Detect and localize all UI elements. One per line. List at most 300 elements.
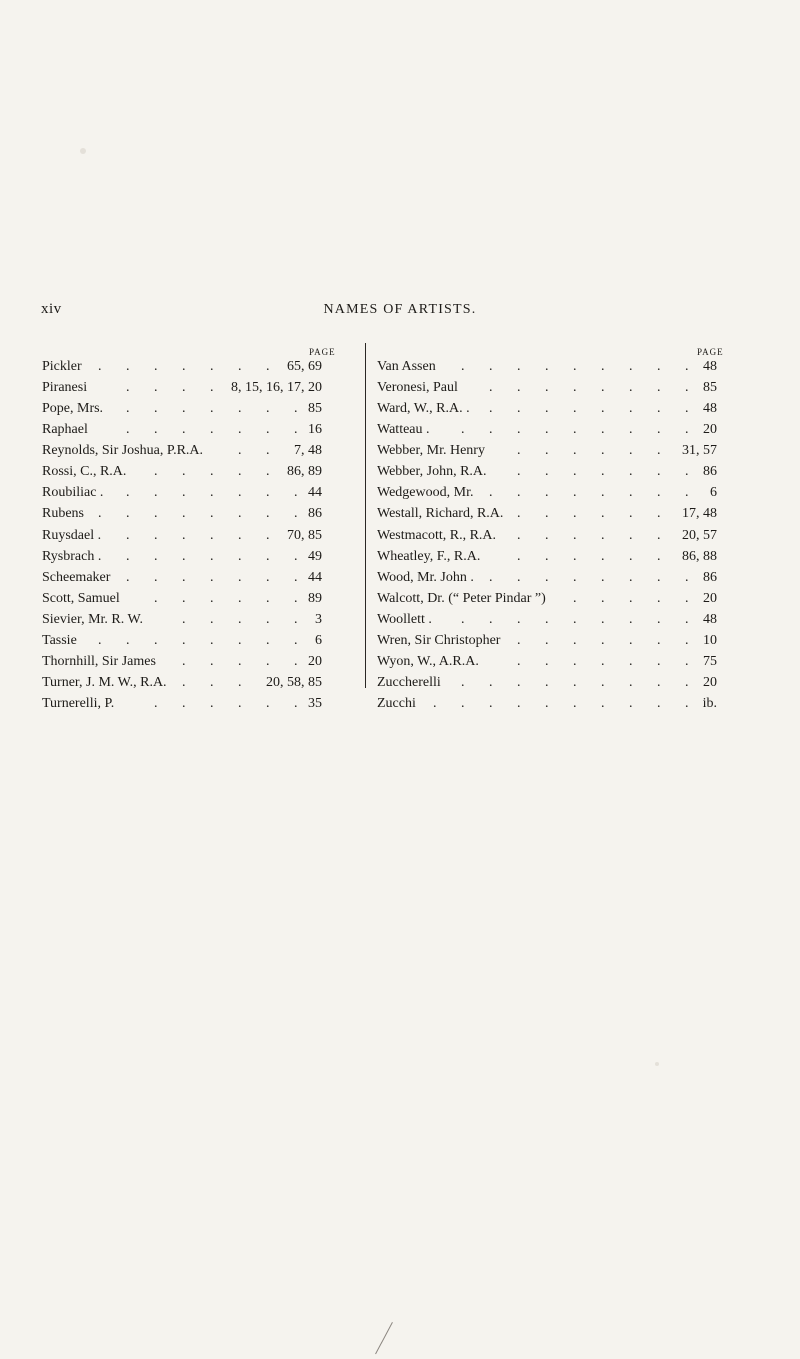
leader-dot: . [517, 443, 521, 459]
index-entry [377, 570, 717, 591]
index-entry [377, 654, 717, 675]
leader-dot: . [657, 611, 661, 627]
leader-dot: . [210, 506, 214, 522]
leader-dot: . [182, 548, 186, 564]
leader-dot: . [657, 464, 661, 480]
leader-dot: . [182, 696, 186, 711]
artist-name: Tassie [42, 632, 77, 648]
leader-dot: . [517, 653, 521, 669]
page-reference: 75 [703, 653, 717, 669]
leader-dot: . [294, 401, 298, 417]
leader-dot: . [629, 569, 633, 585]
artist-name: Woollett . [377, 611, 432, 627]
leader-dot: . [489, 611, 493, 627]
leader-dot: . [657, 506, 661, 522]
paper-stain [80, 148, 86, 154]
leader-dot: . [545, 696, 549, 711]
page-reference: 48 [703, 401, 717, 417]
leader-dot: . [517, 422, 521, 438]
leader-dot: . [126, 527, 130, 543]
leader-dot: . [238, 653, 242, 669]
leader-dot: . [266, 506, 270, 522]
index-entry [377, 675, 717, 696]
leader-dot: . [657, 653, 661, 669]
page-reference: ib. [702, 696, 717, 711]
leader-dot: . [489, 696, 493, 711]
index-entry [377, 422, 717, 443]
leader-dot: . [294, 611, 298, 627]
leader-dot: . [126, 485, 130, 501]
leader-dot: . [685, 359, 689, 374]
page-reference: 85 [308, 401, 322, 417]
leader-dot: . [266, 569, 270, 585]
page-reference: 20 [703, 590, 717, 606]
leader-dot: . [685, 696, 689, 711]
leader-dot: . [629, 696, 633, 711]
artist-name: Wyon, W., A.R.A. [377, 653, 479, 669]
page-reference: 35 [308, 696, 322, 711]
leader-dot: . [573, 548, 577, 564]
leader-dot: . [601, 653, 605, 669]
leader-dot: . [657, 485, 661, 501]
index-entry [377, 464, 717, 485]
artist-name: Ward, W., R.A. . [377, 401, 470, 417]
leader-dot: . [657, 632, 661, 648]
index-entry [42, 570, 322, 591]
page-reference: 6 [710, 485, 717, 501]
leader-dot: . [629, 527, 633, 543]
page-reference: 85 [703, 380, 717, 396]
leader-dot: . [266, 464, 270, 480]
index-entry [377, 696, 717, 717]
leader-dot: . [629, 443, 633, 459]
index-entry [42, 549, 322, 570]
leader-dot: . [601, 380, 605, 396]
artist-name: Sievier, Mr. R. W. [42, 611, 143, 627]
index-entry [42, 528, 322, 549]
leader-dot: . [182, 401, 186, 417]
index-entry [377, 485, 717, 506]
page-reference: 20, 57 [682, 527, 717, 543]
leader-dot: . [573, 401, 577, 417]
leader-dot: . [210, 527, 214, 543]
index-entry [42, 612, 322, 633]
leader-dot: . [210, 590, 214, 606]
leader-dot: . [126, 569, 130, 585]
leader-dot: . [210, 611, 214, 627]
leader-dot: . [685, 653, 689, 669]
leader-dot: . [657, 590, 661, 606]
leader-dot: . [294, 548, 298, 564]
leader-dot: . [685, 674, 689, 690]
leader-dot: . [517, 359, 521, 374]
leader-dot: . [601, 401, 605, 417]
leader-dot: . [238, 590, 242, 606]
artist-name: Westall, Richard, R.A. [377, 506, 504, 522]
leader-dot: . [126, 401, 130, 417]
artist-name: Veronesi, Paul [377, 380, 458, 396]
leader-dot: . [629, 653, 633, 669]
leader-dot: . [517, 527, 521, 543]
page-reference: 20 [703, 422, 717, 438]
leader-dot: . [154, 590, 158, 606]
artist-name: Wren, Sir Christopher [377, 632, 501, 648]
leader-dot: . [238, 527, 242, 543]
leader-dot: . [629, 464, 633, 480]
leader-dot: . [657, 443, 661, 459]
index-entry [377, 591, 717, 612]
leader-dot: . [182, 359, 186, 374]
index-entry [42, 443, 322, 464]
leader-dot: . [182, 632, 186, 648]
artist-name: Turner, J. M. W., R.A. [42, 674, 167, 690]
leader-dot: . [601, 527, 605, 543]
leader-dot: . [629, 401, 633, 417]
leader-dot: . [238, 359, 242, 374]
leader-dot: . [266, 443, 270, 459]
leader-dot: . [126, 632, 130, 648]
leader-dot: . [545, 359, 549, 374]
leader-dot: . [573, 485, 577, 501]
leader-dot: . [573, 632, 577, 648]
leader-dot: . [210, 380, 214, 396]
leader-dot: . [266, 401, 270, 417]
leader-dot: . [657, 380, 661, 396]
leader-dot: . [210, 464, 214, 480]
leader-dot: . [685, 380, 689, 396]
index-entry [42, 485, 322, 506]
leader-dot: . [629, 632, 633, 648]
leader-dot: . [685, 590, 689, 606]
leader-dot: . [98, 506, 102, 522]
leader-dot: . [573, 443, 577, 459]
index-entry [377, 633, 717, 654]
leader-dot: . [657, 359, 661, 374]
leader-dot: . [517, 611, 521, 627]
leader-dot: . [238, 696, 242, 711]
index-entry [377, 443, 717, 464]
leader-dot: . [517, 674, 521, 690]
leader-dot: . [685, 485, 689, 501]
leader-dot: . [238, 674, 242, 690]
page-reference: 70, 85 [287, 527, 322, 543]
leader-dot: . [154, 359, 158, 374]
leader-dot: . [657, 674, 661, 690]
leader-dot: . [266, 422, 270, 438]
leader-dot: . [126, 359, 130, 374]
page-reference: 20, 58, 85 [266, 674, 322, 690]
leader-dot: . [601, 422, 605, 438]
leader-dot: . [266, 527, 270, 543]
leader-dot: . [294, 696, 298, 711]
index-entry [42, 380, 322, 401]
leader-dot: . [545, 464, 549, 480]
leader-dot: . [182, 506, 186, 522]
leader-dot: . [461, 611, 465, 627]
leader-dot: . [182, 653, 186, 669]
page-reference: 6 [315, 632, 322, 648]
leader-dot: . [601, 506, 605, 522]
leader-dot: . [154, 464, 158, 480]
artist-name: Wood, Mr. John . [377, 569, 474, 585]
leader-dot: . [629, 611, 633, 627]
leader-dot: . [126, 548, 130, 564]
left-column-page-heading: PAGE [309, 347, 336, 357]
leader-dot: . [629, 422, 633, 438]
artist-name: Pickler [42, 359, 82, 374]
index-entry [42, 654, 322, 675]
leader-dot: . [294, 485, 298, 501]
leader-dot: . [182, 485, 186, 501]
paper-stain [655, 1062, 659, 1066]
leader-dot: . [182, 674, 186, 690]
leader-dot: . [210, 653, 214, 669]
leader-dot: . [154, 548, 158, 564]
leader-dot: . [629, 674, 633, 690]
artist-name: Roubiliac . [42, 485, 104, 501]
artist-name: Westmacott, R., R.A. [377, 527, 497, 543]
leader-dot: . [517, 569, 521, 585]
index-entry [42, 506, 322, 527]
leader-dot: . [573, 569, 577, 585]
leader-dot: . [573, 380, 577, 396]
page-reference: 7, 48 [294, 443, 322, 459]
leader-dot: . [154, 380, 158, 396]
leader-dot: . [545, 569, 549, 585]
leader-dot: . [489, 359, 493, 374]
leader-dot: . [685, 422, 689, 438]
artist-name: Walcott, Dr. (“ Peter Pindar ”) [377, 590, 546, 606]
artist-name: Zucchi [377, 696, 416, 711]
leader-dot: . [182, 611, 186, 627]
leader-dot: . [266, 485, 270, 501]
leader-dot: . [545, 632, 549, 648]
leader-dot: . [489, 569, 493, 585]
leader-dot: . [294, 569, 298, 585]
leader-dot: . [294, 422, 298, 438]
leader-dot: . [489, 674, 493, 690]
column-divider [365, 343, 366, 688]
index-entry [377, 401, 717, 422]
leader-dot: . [266, 632, 270, 648]
leader-dot: . [182, 422, 186, 438]
page-reference: 44 [308, 569, 322, 585]
artist-name: Raphael [42, 422, 88, 438]
index-entry [42, 464, 322, 485]
leader-dot: . [517, 632, 521, 648]
page-reference: 31, 57 [682, 443, 717, 459]
page-title: NAMES OF ARTISTS. [323, 302, 477, 317]
page-reference: 20 [308, 653, 322, 669]
leader-dot: . [238, 632, 242, 648]
leader-dot: . [210, 422, 214, 438]
index-entry [377, 380, 717, 401]
leader-dot: . [266, 359, 270, 374]
leader-dot: . [629, 548, 633, 564]
leader-dot: . [126, 506, 130, 522]
index-entry [377, 359, 717, 380]
leader-dot: . [517, 548, 521, 564]
leader-dot: . [489, 401, 493, 417]
leader-dot: . [545, 527, 549, 543]
page-reference: 17, 48 [682, 506, 717, 522]
artist-name: Van Assen [377, 359, 436, 374]
leader-dot: . [489, 380, 493, 396]
index-entry [377, 549, 717, 570]
leader-dot: . [601, 548, 605, 564]
page-reference: 65, 69 [287, 359, 322, 374]
leader-dot: . [629, 506, 633, 522]
leader-dot: . [629, 380, 633, 396]
artist-name: Scott, Samuel [42, 590, 120, 606]
leader-dot: . [517, 464, 521, 480]
leader-dot: . [98, 632, 102, 648]
leader-dot: . [657, 401, 661, 417]
leader-dot: . [294, 632, 298, 648]
page-reference: 86 [703, 569, 717, 585]
page-reference: 16 [308, 422, 322, 438]
index-entry [377, 506, 717, 527]
leader-dot: . [657, 696, 661, 711]
leader-dot: . [545, 422, 549, 438]
leader-dot: . [601, 464, 605, 480]
leader-dot: . [601, 696, 605, 711]
leader-dot: . [294, 653, 298, 669]
leader-dot: . [601, 590, 605, 606]
leader-dot: . [210, 485, 214, 501]
leader-dot: . [545, 653, 549, 669]
page-number: xiv [41, 301, 62, 317]
artist-name: Rossi, C., R.A. [42, 464, 127, 480]
leader-dot: . [489, 422, 493, 438]
leader-dot: . [238, 443, 242, 459]
leader-dot: . [601, 632, 605, 648]
index-entry [42, 422, 322, 443]
artist-name: Turnerelli, P. [42, 696, 115, 711]
leader-dot: . [238, 464, 242, 480]
index-entry [42, 401, 322, 422]
leader-dot: . [601, 359, 605, 374]
index-entry [42, 359, 322, 380]
leader-dot: . [545, 485, 549, 501]
leader-dot: . [573, 674, 577, 690]
index-entry [42, 675, 322, 696]
leader-dot: . [573, 506, 577, 522]
artist-name: Wheatley, F., R.A. [377, 548, 481, 564]
leader-dot: . [210, 359, 214, 374]
index-entry [377, 528, 717, 549]
leader-dot: . [98, 359, 102, 374]
leader-dot: . [573, 696, 577, 711]
artist-name: Webber, Mr. Henry [377, 443, 485, 459]
leader-dot: . [545, 674, 549, 690]
leader-dot: . [154, 422, 158, 438]
page-reference: 3 [315, 611, 322, 627]
index-entry [42, 633, 322, 654]
leader-dot: . [461, 696, 465, 711]
page-reference: 48 [703, 359, 717, 374]
leader-dot: . [238, 506, 242, 522]
page-reference: 10 [703, 632, 717, 648]
leader-dot: . [685, 632, 689, 648]
pencil-mark [375, 1322, 393, 1354]
artist-name: Rubens [42, 506, 84, 522]
leader-dot: . [545, 506, 549, 522]
leader-dot: . [573, 527, 577, 543]
artist-name: Wedgewood, Mr. [377, 485, 474, 501]
leader-dot: . [545, 380, 549, 396]
index-entry [42, 591, 322, 612]
leader-dot: . [182, 569, 186, 585]
leader-dot: . [517, 485, 521, 501]
leader-dot: . [489, 485, 493, 501]
leader-dot: . [685, 401, 689, 417]
leader-dot: . [601, 443, 605, 459]
page-reference: 86 [703, 464, 717, 480]
leader-dot: . [545, 443, 549, 459]
artist-name: Webber, John, R.A. [377, 464, 487, 480]
leader-dot: . [629, 590, 633, 606]
leader-dot: . [126, 422, 130, 438]
leader-dot: . [238, 401, 242, 417]
page-reference: 49 [308, 548, 322, 564]
leader-dot: . [601, 485, 605, 501]
leader-dot: . [657, 422, 661, 438]
leader-dot: . [154, 569, 158, 585]
leader-dot: . [601, 611, 605, 627]
leader-dot: . [517, 696, 521, 711]
left-index-column [42, 359, 322, 717]
page-reference: 86, 88 [682, 548, 717, 564]
page-reference: 86 [308, 506, 322, 522]
page-reference: 20 [703, 674, 717, 690]
leader-dot: . [154, 696, 158, 711]
index-entry [42, 696, 322, 717]
leader-dot: . [573, 464, 577, 480]
leader-dot: . [657, 527, 661, 543]
right-index-column [377, 359, 717, 717]
leader-dot: . [685, 464, 689, 480]
artist-name: Watteau . [377, 422, 430, 438]
index-entry [377, 612, 717, 633]
leader-dot: . [601, 569, 605, 585]
leader-dot: . [517, 506, 521, 522]
leader-dot: . [210, 696, 214, 711]
leader-dot: . [266, 548, 270, 564]
leader-dot: . [154, 485, 158, 501]
leader-dot: . [294, 590, 298, 606]
leader-dot: . [461, 359, 465, 374]
leader-dot: . [545, 611, 549, 627]
leader-dot: . [433, 696, 437, 711]
leader-dot: . [545, 548, 549, 564]
leader-dot: . [266, 590, 270, 606]
leader-dot: . [461, 674, 465, 690]
leader-dot: . [126, 380, 130, 396]
leader-dot: . [182, 464, 186, 480]
leader-dot: . [461, 422, 465, 438]
leader-dot: . [154, 401, 158, 417]
leader-dot: . [266, 611, 270, 627]
leader-dot: . [210, 569, 214, 585]
leader-dot: . [210, 674, 214, 690]
leader-dot: . [238, 569, 242, 585]
leader-dot: . [685, 611, 689, 627]
leader-dot: . [294, 506, 298, 522]
leader-dot: . [629, 485, 633, 501]
artist-name: Thornhill, Sir James [42, 653, 156, 669]
artist-name: Rysbrach . [42, 548, 102, 564]
